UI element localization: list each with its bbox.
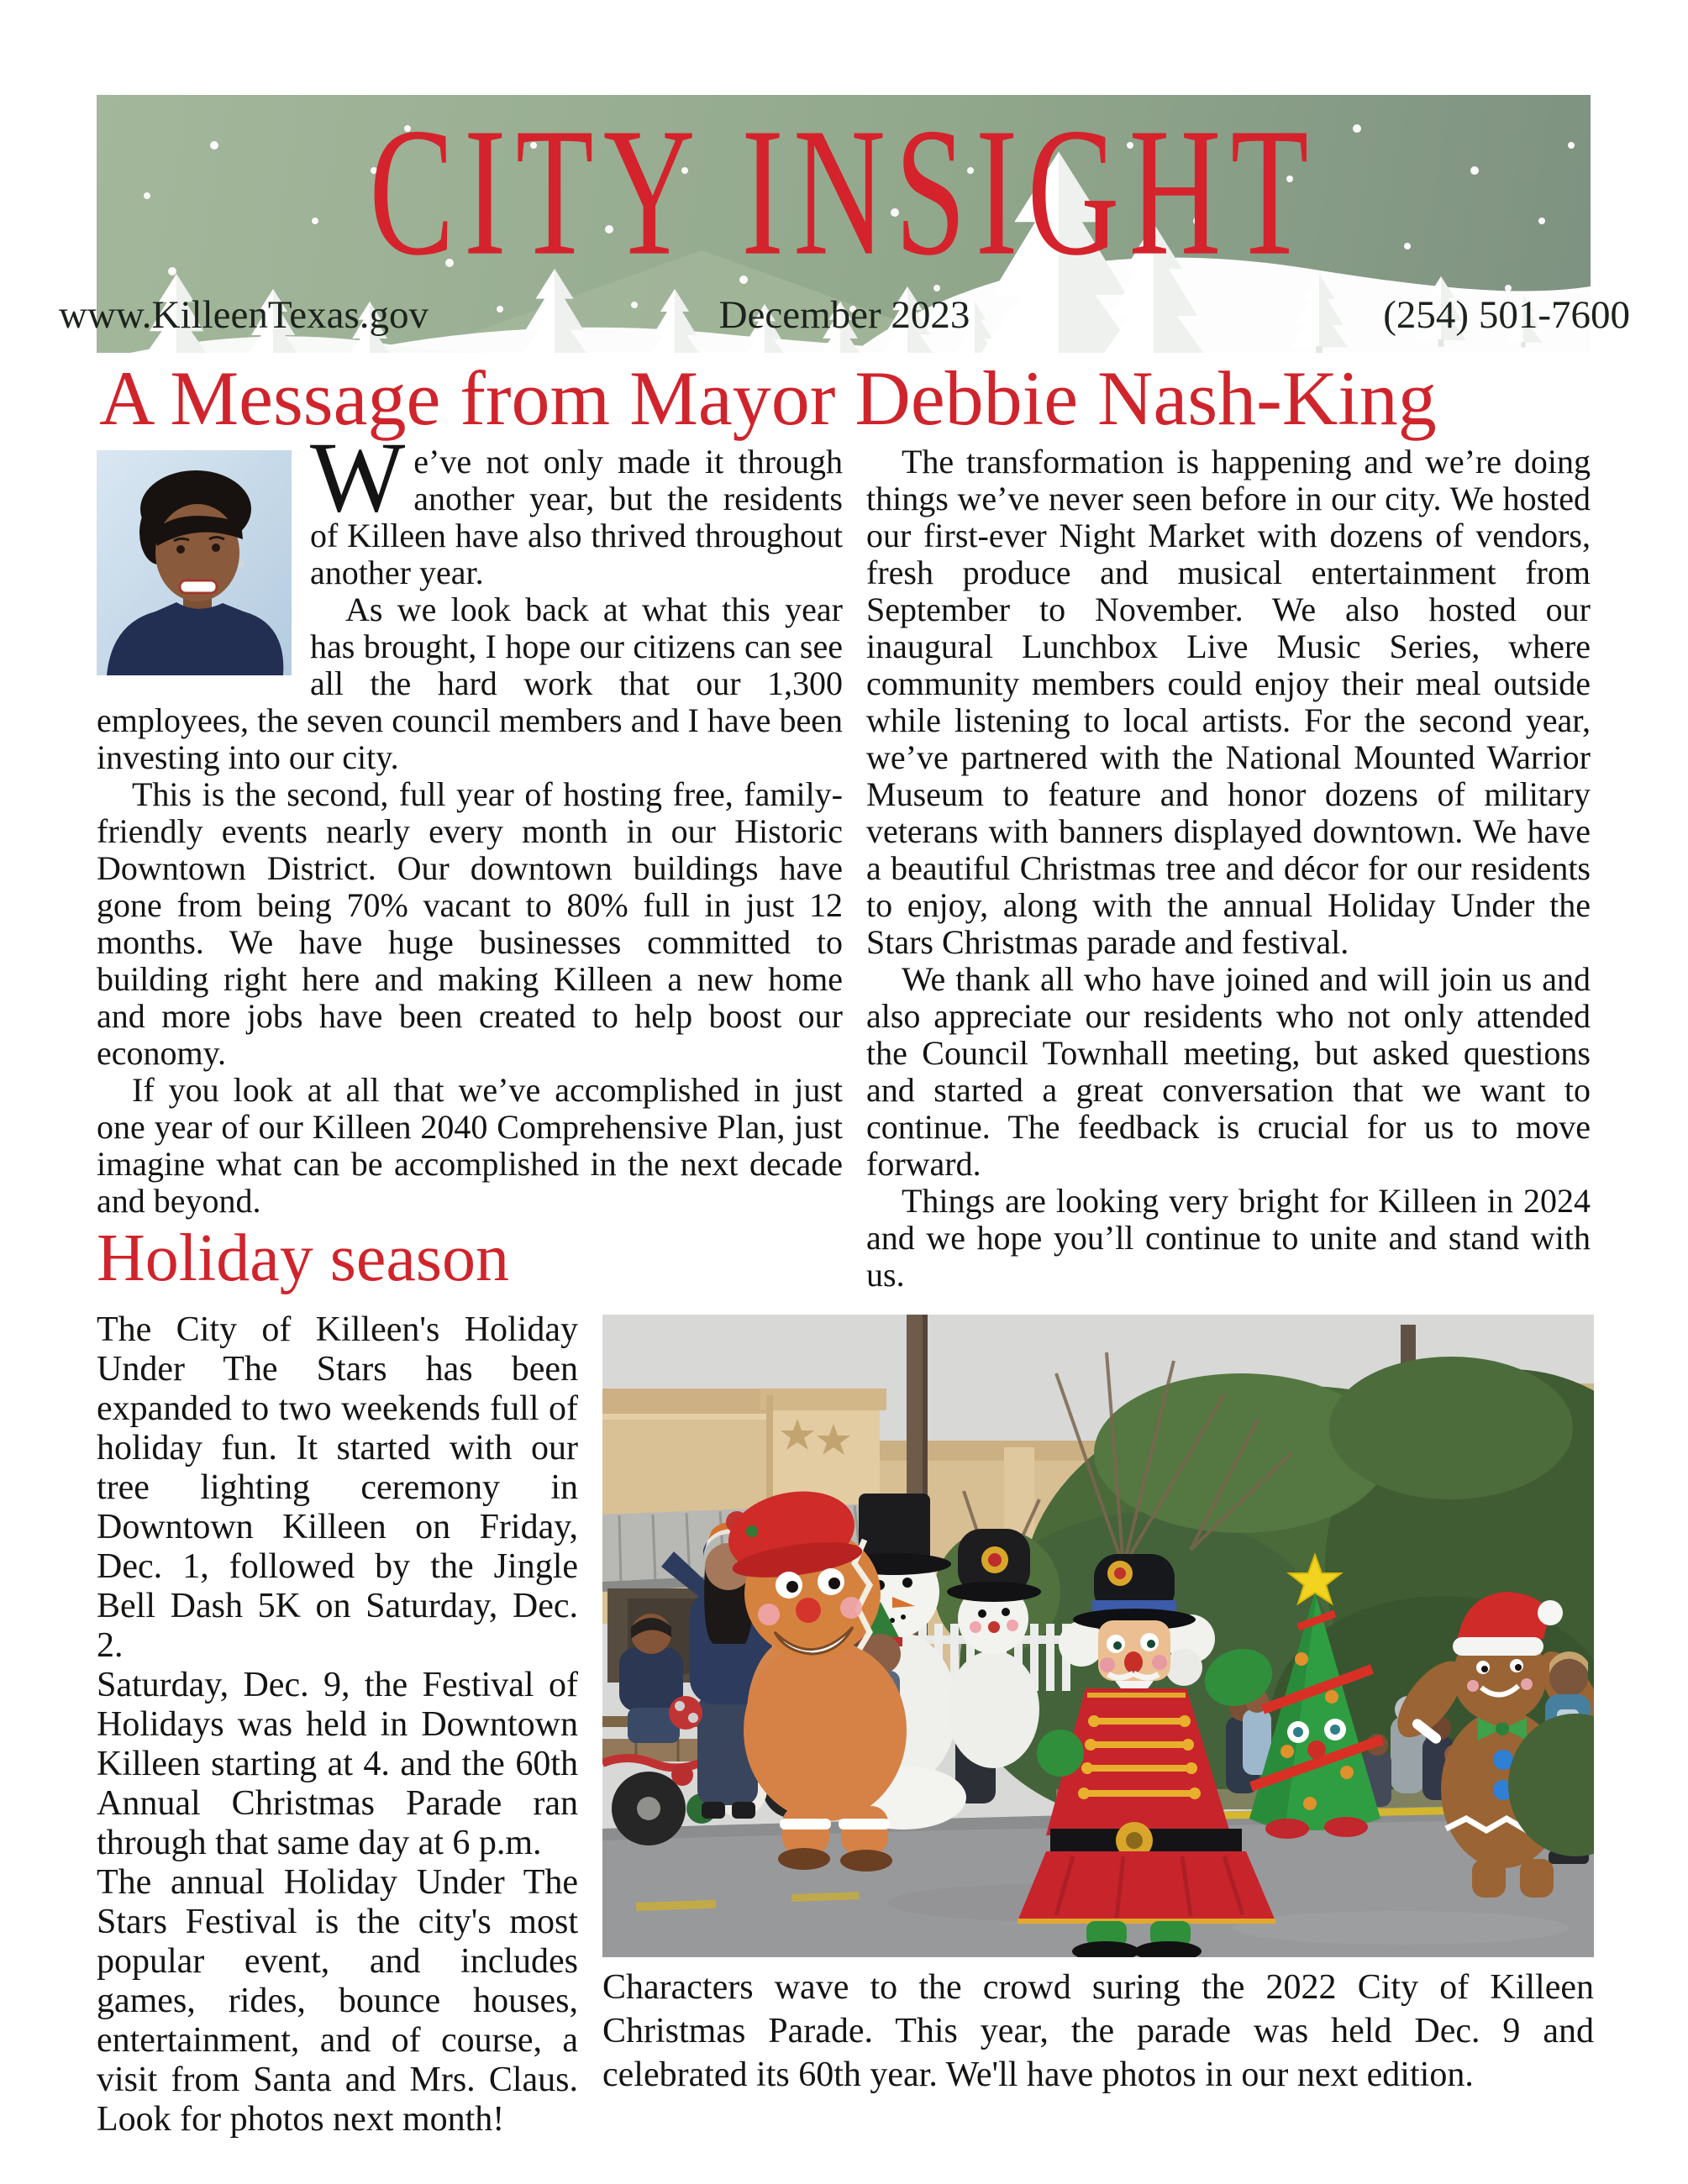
mayor-article-column-right [866, 444, 1591, 1294]
parade-photo [602, 1315, 1594, 1957]
newsletter-title: CITY INSIGHT [369, 95, 1318, 294]
article-paragraph: Saturday, Dec. 9, the Festival of Holidays was held in Downtown Killeen starting at 4. and the 60th Annual Christmas Parade ran through that same day at 6 p.m. [97, 1666, 578, 1862]
article-paragraph: The transformation is happening and we’re doing things we’ve never seen before in our city. We hosted our first-ever Night Market with dozens of vendors, fresh produce and musical entertainment from September to November. We also hosted our inaugural Lunchbox Live Music Series, where community members could enjoy their meal outside while listening to local artists. For the second year, we’ve partnered with the National Mounted Warrior Museum to feature and honor dozens of military veterans with banners displayed downtown. We have a beautiful Christmas tree and décor for our residents to enjoy, along with the annual Holiday Under the Stars Christmas parade and festival. [866, 443, 1591, 961]
holiday-article-body [97, 1310, 578, 2139]
article-paragraph: This is the second, full year of hosting free, family-friendly events nearly every month in our Historic Downtown District. Our downtown buildings have gone from being 70% vacant to 80% full in just 12 months. We have huge businesses committed to building right here and making Killeen a new home and more jobs have been created to help boost our economy. [97, 775, 843, 1072]
phone-number: (254) 501-7600 [1383, 293, 1630, 337]
article-paragraph: As we look back at what this year has brought, I hope our citizens can see all the hard work that our 1,300 employees, the seven council members and I have been investing into our city. [97, 591, 843, 776]
drop-cap: W [310, 421, 406, 533]
article-paragraph: We’ve not only made it through another year, but the residents of Killeen have also thrived throughout another year. [310, 421, 843, 591]
website-link[interactable]: www.KilleenTexas.gov [59, 293, 429, 337]
article-paragraph: We thank all who have joined and will join us and also appreciate our residents who not only attended the Council Townhall meeting, but asked questions and started a great conversation that we want to continue. The feedback is crucial for us to move forward. [866, 960, 1591, 1183]
holiday-article-headline: Holiday season [97, 1221, 510, 1295]
article-paragraph: Things are looking very bright for Killeen in 2024 and we hope you’ll continue to unite and stand with us. [866, 1182, 1591, 1294]
parade-photo-art [602, 1315, 1594, 1957]
article-paragraph: The City of Killeen's Holiday Under The Stars has been expanded to two weekends full of holiday fun. It started with our tree lighting ceremony in Downtown Killeen on Friday, Dec. 1, followed by the Jingle Bell Dash 5K on Saturday, Dec. 2. [97, 1310, 578, 1665]
issue-date: December 2023 [718, 293, 970, 337]
mayor-portrait-art [97, 450, 292, 675]
mayor-article-column-left [97, 421, 843, 1294]
article-paragraph: If you look at all that we’ve accomplished in just one year of our Killeen 2040 Comprehensive Plan, just imagine what can be accomplished in the next decade and beyond. [97, 1071, 843, 1220]
mayor-article-headline: A Message from Mayor Debbie Nash-King [99, 355, 1437, 441]
masthead-info-bar [59, 292, 1630, 338]
article-paragraph: The annual Holiday Under The Stars Festival is the city's most popular event, and includes games, rides, bounce houses, entertainment, and of course, a visit from Santa and Mrs. Claus. Look for photos next month! [97, 1863, 578, 2139]
parade-photo-caption: Characters wave to the crowd suring the 2022 City of Killeen Christmas Parade. This year, the parade was held Dec. 9 and celebrated its 60th year. We'll have photos in our next edition. [602, 1968, 1594, 2094]
mayor-portrait-photo [97, 450, 292, 675]
mayor-article-body [97, 421, 1591, 1294]
